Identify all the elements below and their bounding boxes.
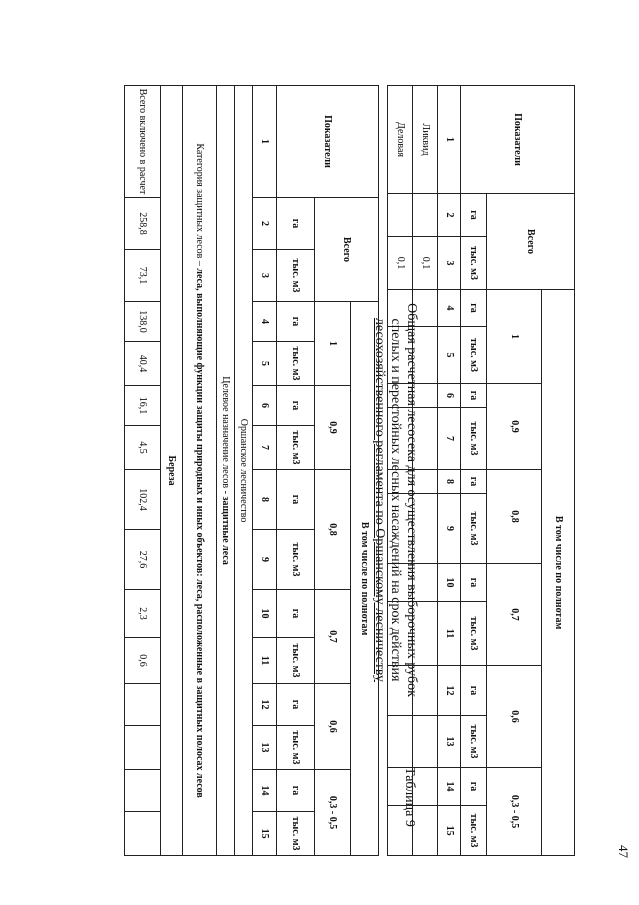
header-density: 1 (315, 302, 351, 386)
header-th-m3: тыс. м3 (461, 237, 487, 290)
column-number: 14 (438, 768, 461, 806)
column-number: 14 (253, 770, 277, 812)
category-prefix: Категория защитных лесов – (194, 143, 206, 269)
table-cell (388, 806, 413, 856)
column-number: 1 (438, 86, 461, 194)
header-th-m3: тыс. м3 (277, 530, 315, 590)
header-ha: га (277, 302, 315, 342)
column-number: 2 (253, 198, 277, 250)
header-ha: га (277, 386, 315, 426)
column-number: 3 (438, 237, 461, 290)
column-number: 4 (438, 290, 461, 327)
table-cell (125, 770, 161, 812)
header-th-m3: тыс. м3 (461, 602, 487, 666)
header-th-m3: тыс. м3 (461, 716, 487, 768)
header-ha: га (461, 470, 487, 494)
header-ha: га (277, 590, 315, 638)
row-label: Всего включено в расчет (125, 86, 161, 198)
title-line: спелых и перестойных лесных насаждений на срок действия (387, 318, 403, 682)
table-cell: 16,1 (125, 386, 161, 426)
table-cell: 4,5 (125, 426, 161, 470)
row-label: Деловая (388, 86, 413, 194)
header-th-m3: тыс. м3 (277, 426, 315, 470)
table-cell (125, 812, 161, 856)
header-th-m3: тыс. м3 (277, 342, 315, 386)
category-value: леса, выполняющие функции защиты природных и иных объектов: леса, расположенные в защитных полосах лесов (194, 268, 206, 798)
header-density: 0,8 (487, 470, 542, 564)
header-ha: га (277, 470, 315, 530)
header-th-m3: тыс. м3 (461, 494, 487, 564)
header-th-m3: тыс. м3 (277, 812, 315, 856)
column-number: 3 (253, 250, 277, 302)
header-ha: га (461, 564, 487, 602)
table-cell (125, 726, 161, 770)
header-density: 0,6 (487, 666, 542, 768)
table-cell: 73,1 (125, 250, 161, 302)
column-number: 12 (253, 684, 277, 726)
header-indicators: Показатели (461, 86, 575, 194)
header-ha: га (277, 684, 315, 726)
header-density: 0,9 (315, 386, 351, 470)
header-density: 0,9 (487, 384, 542, 470)
header-ha: га (277, 770, 315, 812)
table-row (125, 86, 161, 856)
header-th-m3: тыс. м3 (461, 408, 487, 470)
column-number: 15 (438, 806, 461, 856)
column-number: 15 (253, 812, 277, 856)
column-number: 13 (438, 716, 461, 768)
header-th-m3: тыс. м3 (277, 726, 315, 770)
category-row (183, 86, 217, 856)
column-number: 6 (253, 386, 277, 426)
title-line: лесохозяйственного регламента по Оршанскому лесничеству (371, 317, 387, 683)
column-number: 13 (253, 726, 277, 770)
header-th-m3: тыс. м3 (277, 638, 315, 684)
column-number: 9 (438, 494, 461, 564)
purpose-value: защитные леса (220, 496, 232, 565)
column-number: 11 (253, 638, 277, 684)
purpose-prefix: Целевое назначение лесов - (220, 376, 232, 497)
header-ha: га (461, 666, 487, 716)
header-total: Всего (487, 194, 575, 290)
species-name: Береза (161, 86, 183, 856)
header-indicators: Показатели (277, 86, 379, 198)
column-number: 6 (438, 384, 461, 408)
header-density: 0,3 - 0,5 (315, 770, 351, 856)
column-number: 4 (253, 302, 277, 342)
table-cell: 258,8 (125, 198, 161, 250)
column-number: 9 (253, 530, 277, 590)
column-number-row (253, 86, 277, 856)
header-th-m3: тыс. м3 (461, 327, 487, 384)
title-line: Общая расчетная лесосека для осуществления выборочных рубок (404, 303, 419, 697)
table-orsha-forestry (124, 85, 379, 856)
header-density: 0,8 (315, 470, 351, 590)
header-density: 1 (487, 290, 542, 384)
table-cell: 102,4 (125, 470, 161, 530)
header-th-m3: тыс. м3 (461, 806, 487, 856)
table-cell: 0,1 (413, 237, 438, 290)
column-number: 10 (253, 590, 277, 638)
column-number: 5 (438, 327, 461, 384)
header-ha: га (461, 194, 487, 237)
column-number: 7 (253, 426, 277, 470)
header-density: 0,3 - 0,5 (487, 768, 542, 856)
column-number: 10 (438, 564, 461, 602)
column-number: 7 (438, 408, 461, 470)
column-number-row (438, 86, 461, 856)
row-label: Ликвид (413, 86, 438, 194)
purpose-row (217, 86, 235, 856)
table-label: Таблица 9 (402, 767, 417, 827)
header-total: Всего (315, 198, 379, 302)
column-number: 8 (253, 470, 277, 530)
header-ha: га (461, 384, 487, 408)
table-cell: 2,3 (125, 590, 161, 638)
header-density: 0,6 (315, 684, 351, 770)
column-number: 11 (438, 602, 461, 666)
header-ha: га (461, 290, 487, 327)
header-by-density: В том числе по полнотам (351, 302, 379, 856)
table-cell: 138,0 (125, 302, 161, 342)
table-cell: 27,6 (125, 530, 161, 590)
column-number: 2 (438, 194, 461, 237)
header-by-density: В том числе по полнотам (542, 290, 575, 856)
table-cell (413, 806, 438, 856)
header-ha: га (461, 768, 487, 806)
header-th-m3: тыс. м3 (277, 250, 315, 302)
column-number: 8 (438, 470, 461, 494)
header-density: 0,7 (315, 590, 351, 684)
header-ha: га (277, 198, 315, 250)
column-number: 1 (253, 86, 277, 198)
table-cell (125, 684, 161, 726)
forestry-name: Оршанское лесничество (235, 86, 253, 856)
table-cell: 40,4 (125, 342, 161, 386)
table-cell: 0,6 (125, 638, 161, 684)
table-cell: 0,1 (388, 237, 413, 290)
column-number: 12 (438, 666, 461, 716)
header-density: 0,7 (487, 564, 542, 666)
column-number: 5 (253, 342, 277, 386)
page-number: 47 (616, 845, 631, 858)
